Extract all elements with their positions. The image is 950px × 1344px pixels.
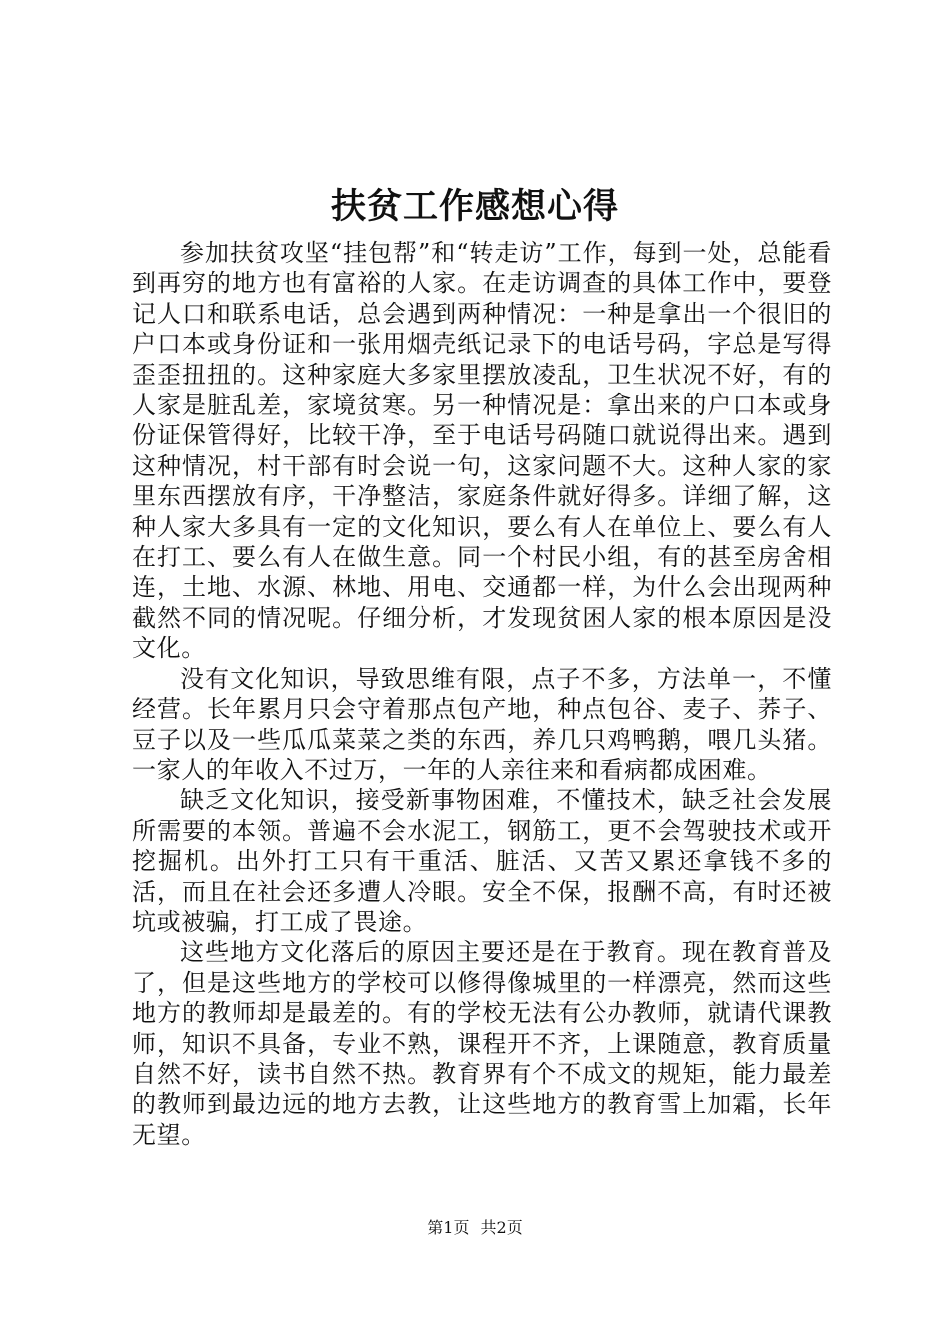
paragraph: 这些地方文化落后的原因主要还是在于教育。现在教育普及了，但是这些地方的学校可以修得像城里的一样漂亮，然而这些地方的教师却是最差的。有的学校无法有公办教师，就请代课教师，知识不具备，专业不熟，课程开不齐，上课随意，教育质量自然不好，读书自然不热。教育界有个不成文的规矩，能力最差的教师到最边远的地方去教，让这些地方的教育雪上加霜，长年无望。 [132, 938, 832, 1149]
paragraph: 缺乏文化知识，接受新事物困难，不懂技术，缺乏社会发展所需要的本领。普遍不会水泥工，钢筋工，更不会驾驶技术或开挖掘机。出外打工只有干重活、脏活、又苦又累还拿钱不多的活，而且在社会还多遭人冷眼。安全不保，报酬不高，有时还被坑或被骗，打工成了畏途。 [132, 786, 832, 936]
page-number: 第1页 [427, 1218, 470, 1237]
page-footer [0, 1218, 950, 1238]
paragraph: 参加扶贫攻坚“挂包帮”和“转走访”工作，每到一处，总能看到再穷的地方也有富裕的人家。在走访调查的具体工作中，要登记人口和联系电话，总会遇到两种情况：一种是拿出一个很旧的户口本或身份证和一张用烟壳纸记录下的电话号码，字总是写得歪歪扭扭的。这种家庭大多家里摆放凌乱，卫生状况不好，有的人家是脏乱差，家境贫寒。另一种情况是：拿出来的户口本或身份证保管得好，比较干净，至于电话号码随口就说得出来。遇到这种情况，村干部有时会说一句，这家问题不大。这种人家的家里东西摆放有序，干净整洁，家庭条件就好得多。详细了解，这种人家大多具有一定的文化知识，要么有人在单位上、要么有人在打工、要么有人在做生意。同一个村民小组，有的甚至房舍相连，土地、水源、林地、用电、交通都一样，为什么会出现两种截然不同的情况呢。仔细分析，才发现贫困人家的根本原因是没文化。 [132, 239, 832, 663]
document-title: 扶贫工作感想心得 [330, 186, 619, 227]
paragraph: 没有文化知识，导致思维有限，点子不多，方法单一，不懂经营。长年累月只会守着那点包产地，种点包谷、麦子、荞子、豆子以及一些瓜瓜菜菜之类的东西，养几只鸡鸭鹅，喂几头猪。一家人的年收入不过万，一年的人亲往来和看病都成困难。 [132, 664, 832, 784]
page-total: 共2页 [480, 1218, 523, 1237]
document-body [132, 238, 832, 1150]
